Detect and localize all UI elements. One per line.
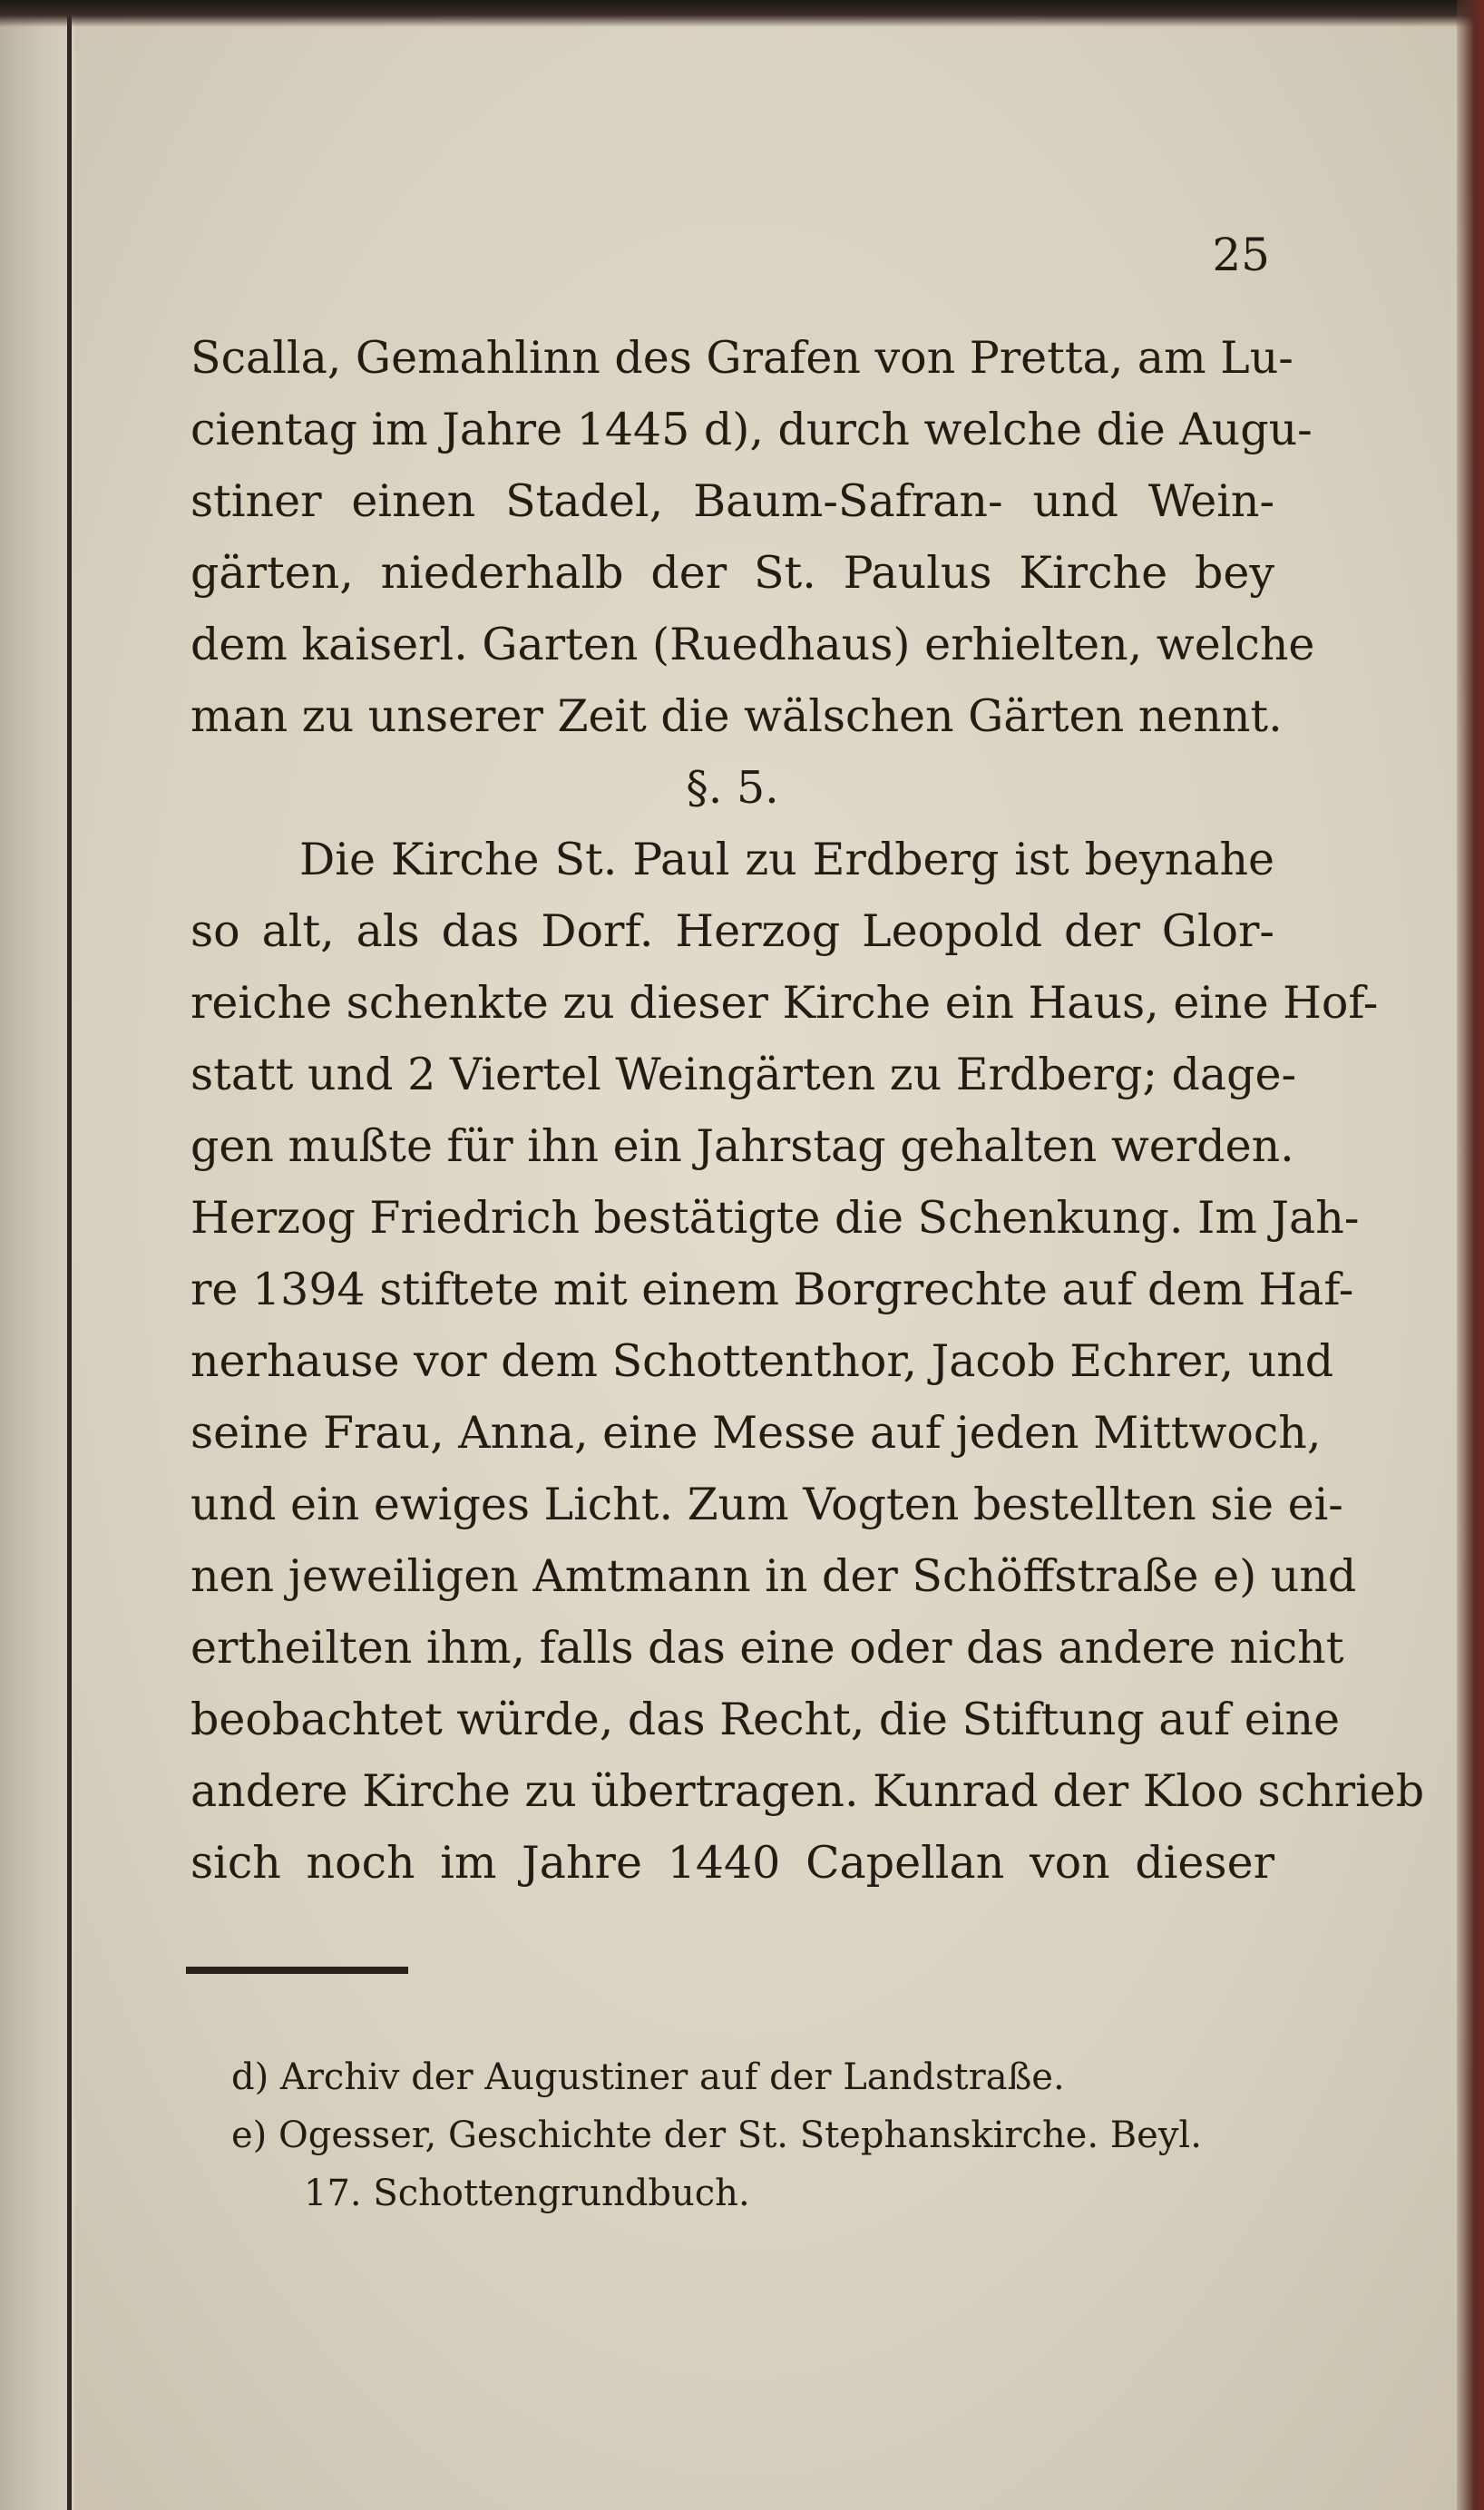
text-line: Die Kirche St. Paul zu Erdberg ist beynahe bbox=[299, 834, 1274, 885]
body-text bbox=[190, 322, 1425, 1899]
text-line: re 1394 stiftete mit einem Borgrechte auf dem Haf- bbox=[190, 1264, 1354, 1315]
text-line: stiner einen Stadel, Baum-Safran- und Wein- bbox=[190, 475, 1274, 527]
text-line: nerhause vor dem Schottenthor, Jacob Echrer, und bbox=[190, 1335, 1334, 1387]
text-line: Scalla, Gemahlinn des Grafen von Pretta, am Lu- bbox=[190, 332, 1294, 384]
page-binding-shadow bbox=[0, 0, 74, 2510]
text-line: man zu unserer Zeit die wälschen Gärten nennt. bbox=[190, 690, 1283, 742]
footnotes bbox=[231, 2048, 1274, 2222]
text-line: gärten, niederhalb der St. Paulus Kirche bey bbox=[190, 547, 1274, 599]
text-line: gen mußte für ihn ein Jahrstag gehalten werden. bbox=[190, 1120, 1294, 1172]
text-line: beobachtet würde, das Recht, die Stiftung auf eine bbox=[190, 1694, 1341, 1745]
footnote-e: e) Ogesser, Geschichte der St. Stephanskirche. Beyl. bbox=[231, 2114, 1202, 2156]
top-cover-edge bbox=[0, 0, 1484, 27]
text-line: cientag im Jahre 1445 d), durch welche die Augu- bbox=[190, 404, 1313, 455]
text-line: seine Frau, Anna, eine Messe auf jeden Mittwoch, bbox=[190, 1407, 1322, 1459]
text-line: Herzog Friedrich bestätigte die Schenkung. Im Jah- bbox=[190, 1192, 1360, 1244]
text-line: ertheilten ihm, falls das eine oder das andere nicht bbox=[190, 1622, 1344, 1674]
footnote-d: d) Archiv der Augustiner auf der Landstraße. bbox=[231, 2056, 1065, 2098]
text-line: sich noch im Jahre 1440 Capellan von dieser bbox=[190, 1837, 1274, 1889]
text-line: andere Kirche zu übertragen. Kunrad der Kloo schrieb bbox=[190, 1765, 1425, 1817]
gutter-edge bbox=[67, 0, 72, 2510]
section-heading: §. 5. bbox=[686, 762, 779, 814]
text-line: so alt, als das Dorf. Herzog Leopold der Glor- bbox=[190, 905, 1274, 957]
text-line: statt und 2 Viertel Weingärten zu Erdberg; dage- bbox=[190, 1049, 1297, 1100]
text-line: und ein ewiges Licht. Zum Vogten bestellten sie ei- bbox=[190, 1479, 1343, 1530]
right-cover-edge bbox=[1457, 0, 1484, 2510]
footnote-rule bbox=[186, 1967, 408, 1974]
text-line: nen jeweiligen Amtmann in der Schöffstraße e) und bbox=[190, 1550, 1357, 1602]
text-line: reiche schenkte zu dieser Kirche ein Haus, eine Hof- bbox=[190, 977, 1379, 1029]
page-number: 25 bbox=[1212, 229, 1270, 281]
text-line: dem kaiserl. Garten (Ruedhaus) erhielten, welche bbox=[190, 619, 1315, 670]
footnote-e-continuation: 17. Schottengrundbuch. bbox=[304, 2173, 750, 2214]
